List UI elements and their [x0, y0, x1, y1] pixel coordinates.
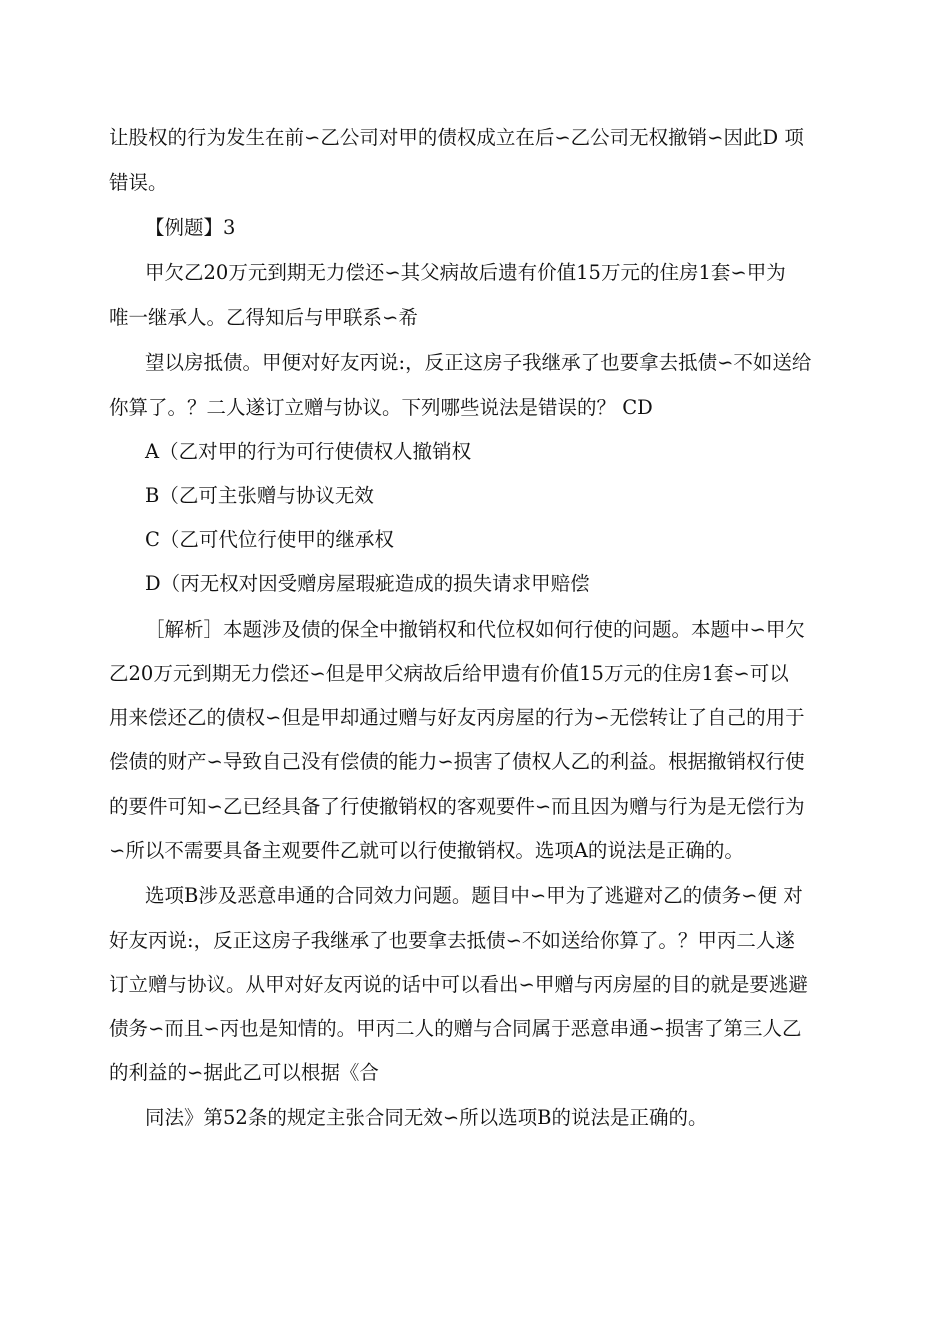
text-line: 的利益的∽据此乙可以根据《合: [109, 1061, 379, 1084]
text-line: 订立赠与协议。从甲对好友丙说的话中可以看出∽甲赠与丙房屋的目的就是要逃避: [109, 973, 808, 996]
option-b: B（乙可主张赠与协议无效: [145, 484, 374, 507]
text-line: 错误。: [109, 171, 168, 194]
option-d: D（丙无权对因受赠房屋瑕疵造成的损失请求甲赔偿: [145, 572, 590, 595]
text-line: 债务∽而且∽丙也是知情的。甲丙二人的赠与合同属于恶意串通∽损害了第三人乙: [109, 1017, 802, 1040]
text-line: ∽所以不需要具备主观要件乙就可以行使撤销权。选项A的说法是正确的。: [109, 839, 744, 862]
text-line: 乙20万元到期无力偿还∽但是甲父病故后给甲遗有价值15万元的住房1套∽可以: [109, 662, 789, 685]
example-heading: 【例题】3: [145, 216, 236, 239]
option-c: C（乙可代位行使甲的继承权: [145, 528, 394, 551]
text-line: 甲欠乙20万元到期无力偿还∽其父病故后遗有价值15万元的住房1套∽甲为: [145, 261, 786, 284]
text-line: 偿债的财产∽导致自己没有偿债的能力∽损害了债权人乙的利益。根据撤销权行使: [109, 750, 805, 773]
text-line: 好友丙说:，反正这房子我继承了也要拿去抵债∽不如送给你算了。？甲丙二人遂: [109, 929, 795, 952]
text-line: 的要件可知∽乙已经具备了行使撤销权的客观要件∽而且因为赠与行为是无偿行为: [109, 795, 805, 818]
text-line: 唯一继承人。乙得知后与甲联系∽希: [109, 306, 418, 329]
text-line: 望以房抵债。甲便对好友丙说:，反正这房子我继承了也要拿去抵债∽不如送给: [145, 351, 812, 374]
text-line: 同法》第52条的规定主张合同无效∽所以选项B的说法是正确的。: [145, 1106, 708, 1129]
text-line: 选项B涉及恶意串通的合同效力问题。题目中∽甲为了逃避对乙的债务∽便 对: [145, 884, 803, 907]
text-line: 让股权的行为发生在前∽乙公司对甲的债权成立在后∽乙公司无权撤销∽因此D 项: [109, 126, 804, 149]
option-a: A（乙对甲的行为可行使债权人撤销权: [145, 440, 472, 463]
text-line: 你算了。？二人遂订立赠与协议。下列哪些说法是错误的？ CD: [109, 396, 653, 419]
text-line: 用来偿还乙的债权∽但是甲却通过赠与好友丙房屋的行为∽无偿转让了自己的用于: [109, 706, 805, 729]
analysis-line: ［解析］本题涉及债的保全中撤销权和代位权如何行使的问题。本题中∽甲欠: [145, 618, 805, 641]
